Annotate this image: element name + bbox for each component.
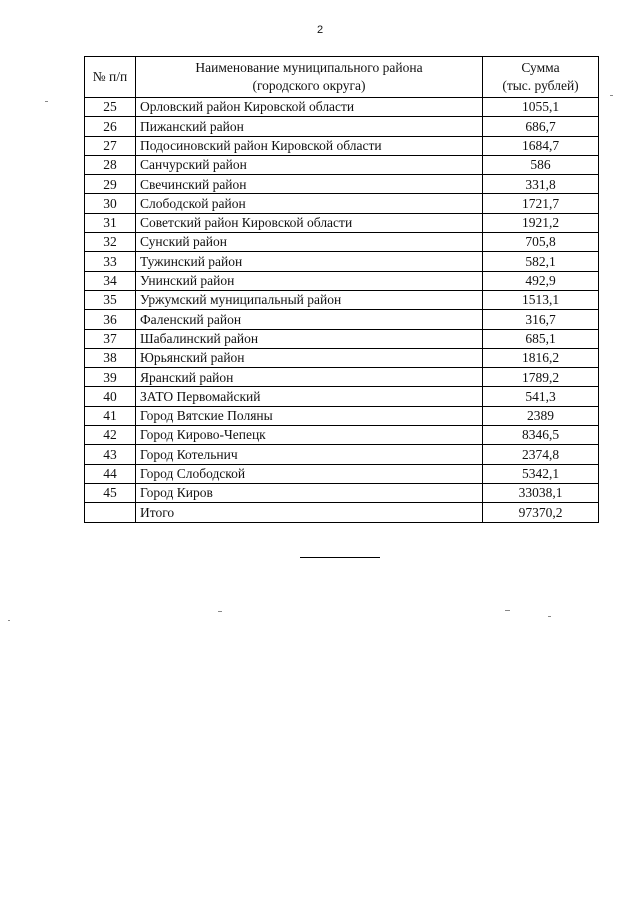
cell-num: 33 bbox=[85, 252, 136, 271]
table-row bbox=[85, 271, 599, 290]
cell-name: Унинский район bbox=[136, 271, 483, 290]
cell-num: 32 bbox=[85, 233, 136, 252]
scan-speck bbox=[610, 95, 613, 96]
cell-name: Город Киров bbox=[136, 483, 483, 502]
cell-num: 39 bbox=[85, 368, 136, 387]
table-body bbox=[85, 98, 599, 523]
table-row bbox=[85, 175, 599, 194]
cell-name: Подосиновский район Кировской области bbox=[136, 136, 483, 155]
cell-sum: 8346,5 bbox=[483, 426, 599, 445]
cell-name: Тужинский район bbox=[136, 252, 483, 271]
table-total-row bbox=[85, 503, 599, 522]
table-row bbox=[85, 368, 599, 387]
cell-num: 37 bbox=[85, 329, 136, 348]
cell-num: 38 bbox=[85, 348, 136, 367]
scan-speck bbox=[8, 620, 10, 621]
end-divider bbox=[300, 557, 380, 558]
cell-name: Сунский район bbox=[136, 233, 483, 252]
cell-name: Город Вятские Поляны bbox=[136, 406, 483, 425]
scan-speck bbox=[45, 101, 48, 102]
cell-sum: 2374,8 bbox=[483, 445, 599, 464]
table-row bbox=[85, 348, 599, 367]
cell-name: Город Котельнич bbox=[136, 445, 483, 464]
table-row bbox=[85, 329, 599, 348]
cell-num: 40 bbox=[85, 387, 136, 406]
table-row bbox=[85, 233, 599, 252]
cell-name: Фаленский район bbox=[136, 310, 483, 329]
table-row bbox=[85, 310, 599, 329]
table-row bbox=[85, 426, 599, 445]
table-row bbox=[85, 387, 599, 406]
cell-num: 44 bbox=[85, 464, 136, 483]
cell-name: Слободской район bbox=[136, 194, 483, 213]
cell-num: 41 bbox=[85, 406, 136, 425]
table-row bbox=[85, 117, 599, 136]
cell-sum: 33038,1 bbox=[483, 483, 599, 502]
cell-name: Шабалинский район bbox=[136, 329, 483, 348]
cell-sum: 1816,2 bbox=[483, 348, 599, 367]
table-row bbox=[85, 445, 599, 464]
table-row bbox=[85, 290, 599, 309]
cell-num: 34 bbox=[85, 271, 136, 290]
scan-speck bbox=[548, 616, 551, 617]
cell-sum: 331,8 bbox=[483, 175, 599, 194]
header-num: № п/п bbox=[85, 57, 136, 98]
cell-sum: 5342,1 bbox=[483, 464, 599, 483]
cell-num: 27 bbox=[85, 136, 136, 155]
header-sum-line1: Сумма bbox=[521, 59, 560, 75]
cell-sum: 582,1 bbox=[483, 252, 599, 271]
table-row bbox=[85, 464, 599, 483]
cell-sum: 1789,2 bbox=[483, 368, 599, 387]
table-row bbox=[85, 213, 599, 232]
cell-name: Юрьянский район bbox=[136, 348, 483, 367]
cell-name: Санчурский район bbox=[136, 155, 483, 174]
cell-sum: 686,7 bbox=[483, 117, 599, 136]
cell-num: 45 bbox=[85, 483, 136, 502]
cell-sum: 492,9 bbox=[483, 271, 599, 290]
cell-sum: 1921,2 bbox=[483, 213, 599, 232]
cell-sum: 685,1 bbox=[483, 329, 599, 348]
cell-num: 43 bbox=[85, 445, 136, 464]
header-sum-line2: (тыс. рублей) bbox=[502, 78, 579, 93]
cell-sum: 2389 bbox=[483, 406, 599, 425]
cell-sum: 586 bbox=[483, 155, 599, 174]
cell-name: Советский район Кировской области bbox=[136, 213, 483, 232]
table-row bbox=[85, 483, 599, 502]
subsidy-table bbox=[84, 56, 599, 523]
table-row bbox=[85, 194, 599, 213]
header-name bbox=[136, 57, 483, 98]
cell-name: Пижанский район bbox=[136, 117, 483, 136]
cell-sum: 316,7 bbox=[483, 310, 599, 329]
cell-name: Город Кирово-Чепецк bbox=[136, 426, 483, 445]
cell-name: Уржумский муниципальный район bbox=[136, 290, 483, 309]
header-name-line1: Наименование муниципального района bbox=[195, 59, 423, 75]
cell-name: Орловский район Кировской области bbox=[136, 98, 483, 117]
table-row bbox=[85, 252, 599, 271]
cell-name: Итого bbox=[136, 503, 483, 522]
cell-sum: 705,8 bbox=[483, 233, 599, 252]
table-row bbox=[85, 155, 599, 174]
cell-num: 35 bbox=[85, 290, 136, 309]
cell-num: 30 bbox=[85, 194, 136, 213]
cell-sum: 97370,2 bbox=[483, 503, 599, 522]
page-number: 2 bbox=[316, 24, 324, 36]
cell-num: 36 bbox=[85, 310, 136, 329]
scan-speck bbox=[505, 610, 510, 611]
cell-num: 31 bbox=[85, 213, 136, 232]
cell-sum: 1513,1 bbox=[483, 290, 599, 309]
cell-name: Свечинский район bbox=[136, 175, 483, 194]
table-row bbox=[85, 98, 599, 117]
cell-sum: 1055,1 bbox=[483, 98, 599, 117]
header-sum bbox=[483, 57, 599, 98]
cell-sum: 1684,7 bbox=[483, 136, 599, 155]
cell-name: ЗАТО Первомайский bbox=[136, 387, 483, 406]
cell-num: 26 bbox=[85, 117, 136, 136]
cell-num: 42 bbox=[85, 426, 136, 445]
cell-num: 25 bbox=[85, 98, 136, 117]
table-row bbox=[85, 136, 599, 155]
table-row bbox=[85, 406, 599, 425]
cell-name: Яранский район bbox=[136, 368, 483, 387]
scan-speck bbox=[218, 611, 222, 612]
cell-sum: 1721,7 bbox=[483, 194, 599, 213]
header-name-line2: (городского округа) bbox=[252, 78, 366, 93]
cell-name: Город Слободской bbox=[136, 464, 483, 483]
cell-sum: 541,3 bbox=[483, 387, 599, 406]
cell-num bbox=[85, 503, 136, 522]
table-header-row bbox=[85, 57, 599, 98]
cell-num: 29 bbox=[85, 175, 136, 194]
cell-num: 28 bbox=[85, 155, 136, 174]
